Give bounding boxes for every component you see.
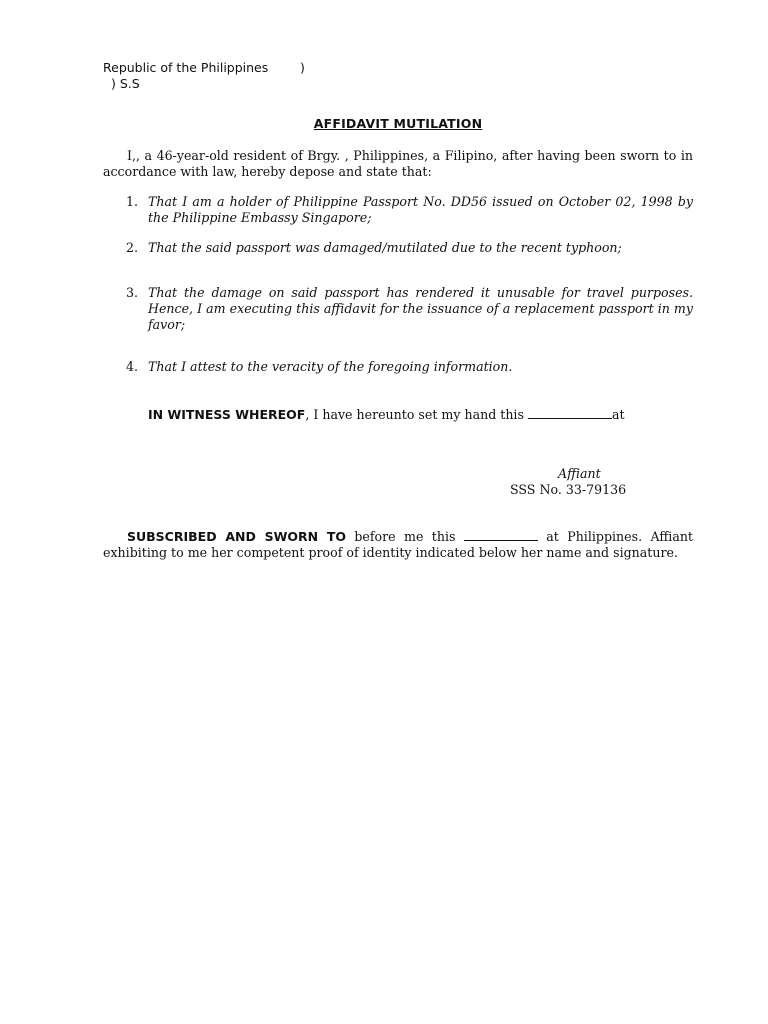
list-item-text: That I attest to the veracity of the foregoing information.	[148, 359, 513, 374]
venue-ss	[111, 76, 140, 91]
venue-paren-text: )	[300, 60, 305, 75]
witness-text: , I have hereunto set my hand this	[305, 407, 524, 422]
document-title: AFFIDAVIT MUTILATION	[313, 116, 483, 131]
jurat-bold: SUBSCRIBED AND SWORN TO	[127, 529, 346, 544]
list-item-number: 1.	[126, 194, 139, 209]
witness-at: at	[611, 407, 625, 422]
sss-number: SSS No. 33-79136	[510, 482, 627, 497]
venue-ss-text: ) S.S	[111, 76, 140, 91]
list-item-number: 2.	[126, 240, 139, 255]
affiant-label: Affiant	[558, 466, 601, 481]
list-item-text: That the damage on said passport has rendered it unusable for travel purposes. Hence, I am executing this affidavit for the issuance of a replacement passport in my favor;	[148, 285, 693, 332]
jurat-paragraph	[103, 528, 693, 561]
jurat-text: before me this	[354, 529, 456, 544]
venue-country-text: Republic of the Philippines	[103, 60, 269, 75]
intro-paragraph	[103, 148, 693, 180]
jurat-after: at Philippines. Affiant exhibiting to me her competent proof of identity indicated below her name and signature.	[103, 529, 693, 560]
witness-bold: IN WITNESS WHEREOF	[148, 407, 306, 422]
list-item-number: 4.	[126, 359, 139, 374]
witness-date-blank	[528, 406, 612, 419]
jurat-date-blank	[464, 528, 538, 541]
intro-text: I,, a 46-year-old resident of Brgy. , Philippines, a Filipino, after having been sworn to in accordance with law, hereby depose and state that:	[103, 148, 693, 179]
list-item-3	[126, 285, 693, 333]
venue-country	[103, 60, 268, 75]
venue-paren	[300, 60, 305, 75]
list-item-1	[126, 194, 693, 226]
list-item-number: 3.	[126, 285, 139, 300]
list-item-2	[126, 240, 693, 256]
list-item-4	[126, 359, 693, 375]
witness-clause	[148, 406, 625, 422]
list-item-text: That I am a holder of Philippine Passport No. DD56 issued on October 02, 1998 by the Philippine Embassy Singapore;	[148, 194, 693, 225]
list-item-text: That the said passport was damaged/mutilated due to the recent typhoon;	[148, 240, 622, 255]
